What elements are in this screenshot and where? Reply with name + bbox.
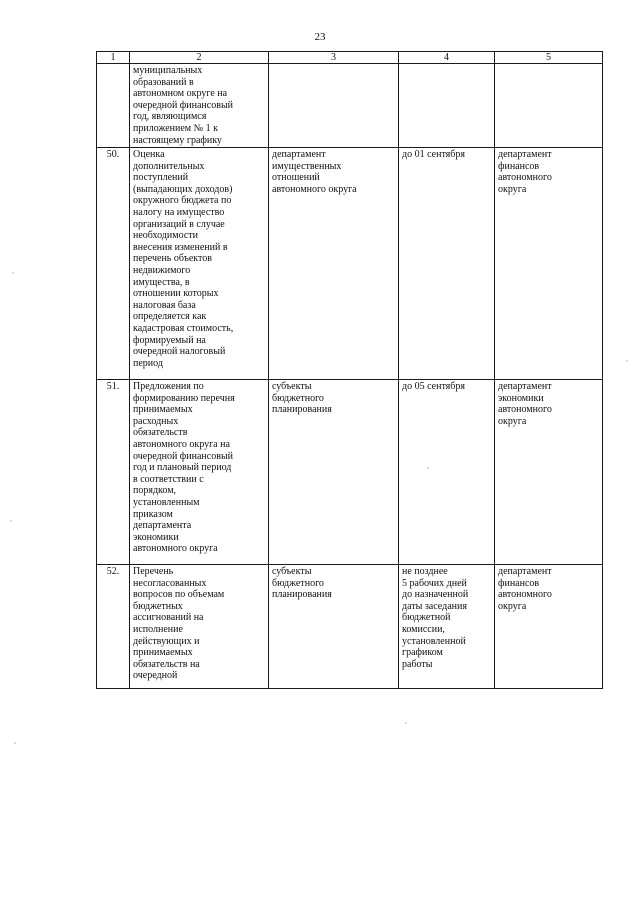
column-header-3: 3 <box>269 52 399 64</box>
scan-speck <box>14 742 16 744</box>
page-number: 23 <box>314 31 326 43</box>
column-header-5: 5 <box>495 52 603 64</box>
row-source: субъекты бюджетного планирования <box>269 380 399 565</box>
row-receiver: департамент финансов автономного округа <box>495 148 603 380</box>
row-deadline: не позднее 5 рабочих дней до назначенной даты заседания бюджетной комиссии, установленной графиком работы <box>399 565 495 689</box>
scan-speck <box>626 360 628 362</box>
column-number-row <box>97 52 603 64</box>
column-header-1: 1 <box>97 52 130 64</box>
row-source: субъекты бюджетного планирования <box>269 565 399 689</box>
column-header-2: 2 <box>130 52 269 64</box>
row-deadline <box>399 64 495 148</box>
row-source <box>269 64 399 148</box>
row-receiver: департамент экономики автономного округа <box>495 380 603 565</box>
row-receiver: департамент финансов автономного округа <box>495 565 603 689</box>
scan-speck <box>405 722 407 724</box>
row-number: 50. <box>97 148 130 380</box>
row-number: 51. <box>97 380 130 565</box>
table-row-50 <box>97 148 603 380</box>
table-row-continuation <box>97 64 603 148</box>
table-row-52 <box>97 565 603 689</box>
row-subject: Оценка дополнительных поступлений (выпадающих доходов) окружного бюджета по налогу на имущество организаций в случае необходимости внесения изменений в перечень объектов недвижимого имущества, в отношении которых налоговая база определяется как кадастровая стоимость, формируемый на очередной налоговый период <box>130 148 269 380</box>
scan-speck <box>12 272 14 274</box>
table-row-51 <box>97 380 603 565</box>
row-subject: Предложения по формированию перечня принимаемых расходных обязательств автономного округа на очередной финансовый год и плановый период в соответствии с порядком, установленным приказом департамента экономики автономного округа <box>130 380 269 565</box>
row-number <box>97 64 130 148</box>
schedule-table <box>96 51 603 689</box>
row-number: 52. <box>97 565 130 689</box>
scan-speck <box>10 520 12 522</box>
row-source: департамент имущественных отношений автономного округа <box>269 148 399 380</box>
row-receiver <box>495 64 603 148</box>
row-subject: Перечень несогласованных вопросов по объемам бюджетных ассигнований на исполнение действующих и принимаемых обязательств на очередной <box>130 565 269 689</box>
scan-speck <box>427 467 429 469</box>
row-deadline: до 01 сентября <box>399 148 495 380</box>
column-header-4: 4 <box>399 52 495 64</box>
row-deadline: до 05 сентября <box>399 380 495 565</box>
row-subject: муниципальных образований в автономном округе на очередной финансовый год, являющимся приложением № 1 к настоящему графику <box>130 64 269 148</box>
